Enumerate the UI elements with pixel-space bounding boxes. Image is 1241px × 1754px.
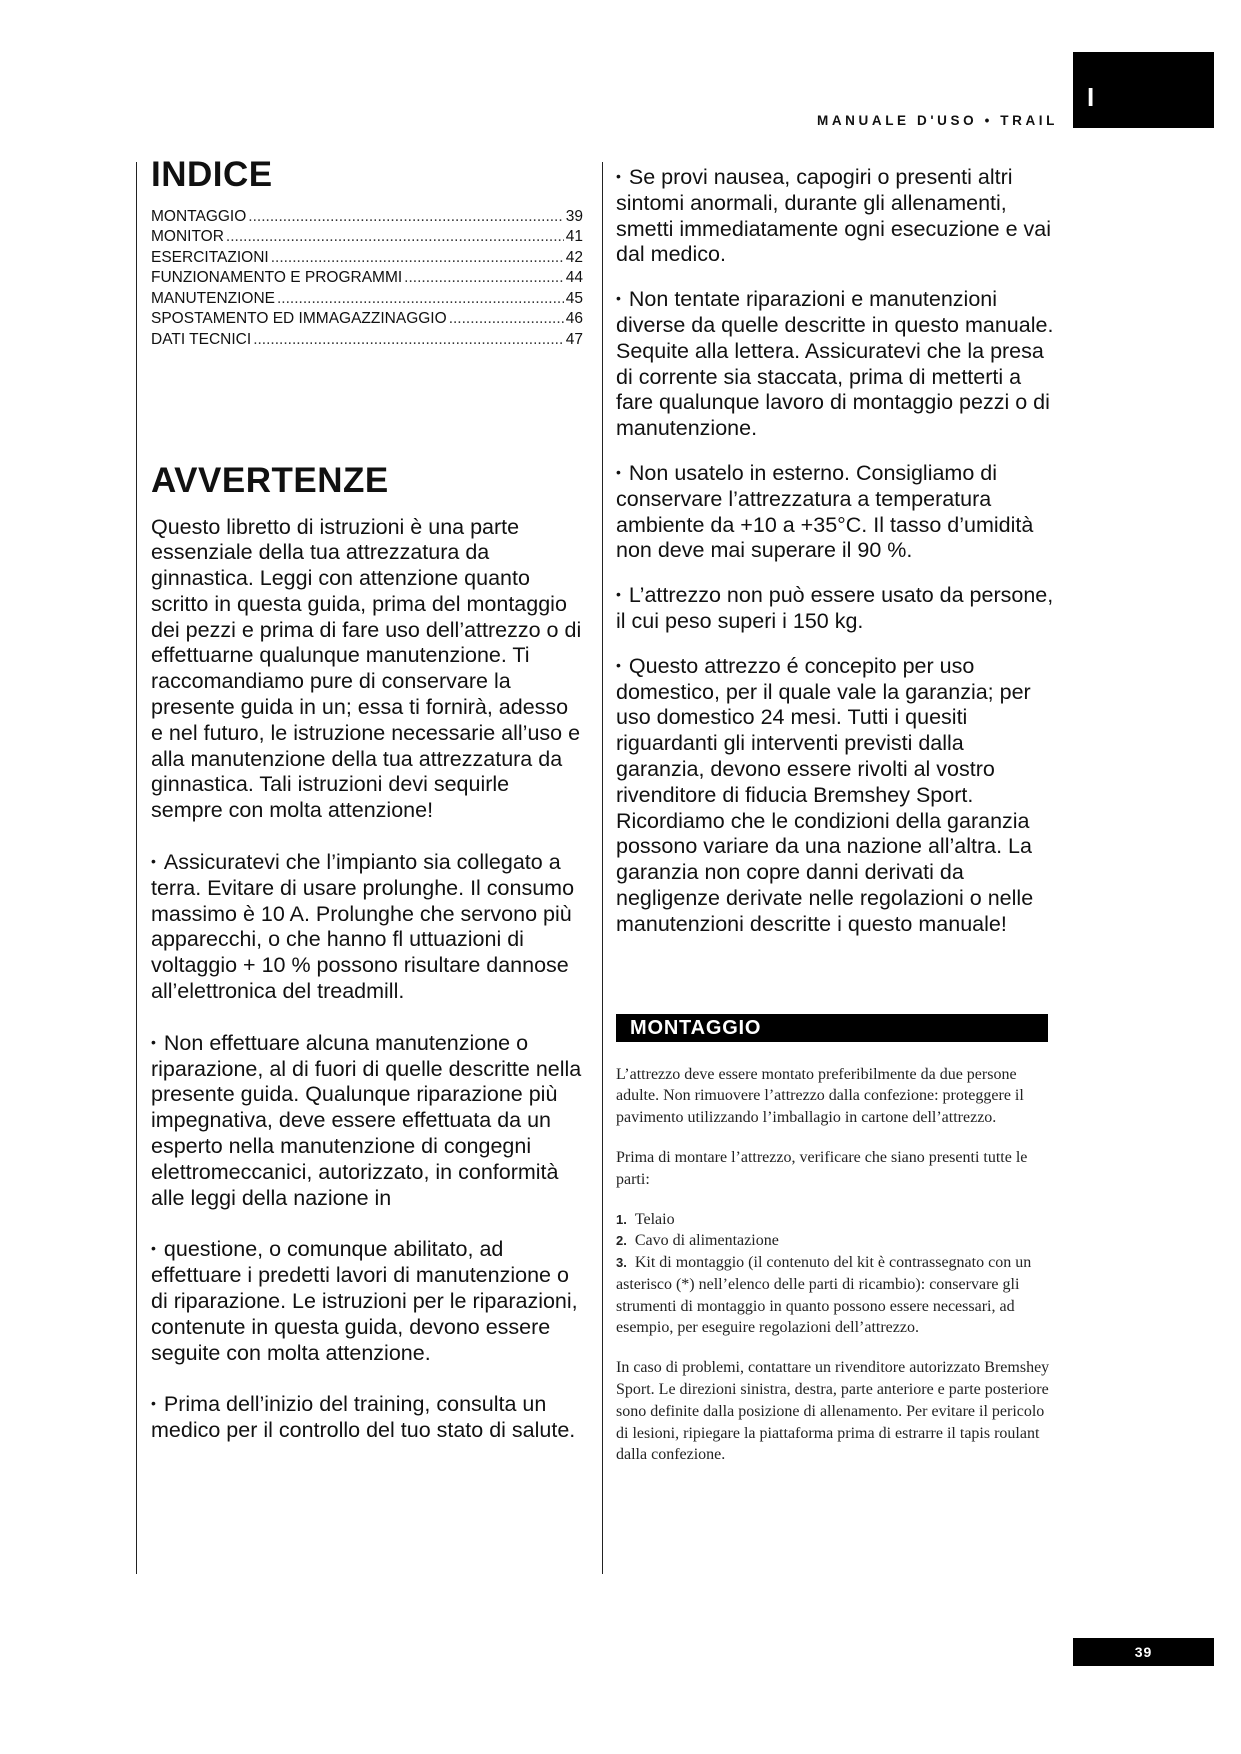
bullet-text: Assicuratevi che l’impianto sia collegato a terra. Evitare di usare prolunghe. Il consumo massimo è 10 A. Prolunghe che servono più apparecchi, o che hanno fl uttuazioni di voltaggio + 10 % possono risultare dannose all’elettronica del treadmill. (151, 850, 575, 1004)
toc-item[interactable] (151, 207, 583, 228)
warning-bullet (616, 164, 1056, 268)
assembly-paragraph: In caso di problemi, contattare un rivenditore autorizzato Bremshey Sport. Le direzioni sinistra, destra, parte anteriore e parte posteriore sono definite dalla posizione di allenamento. Per evitare il pericolo di lesioni, ripiegare la piattaforma prima di estrarre il tapis roulant dalla confezione. (616, 1359, 1050, 1464)
assembly-paragraph: L’attrezzo deve essere montato preferibilmente da due persone adulte. Non rimuovere l’attrezzo dalla confezione: proteggere il pavimento utilizzando l’imballagio in cartone dell’attrezzo. (616, 1065, 1024, 1127)
toc-item[interactable] (151, 268, 583, 289)
warnings-title: AVVERTENZE (151, 461, 389, 500)
warning-bullet (616, 286, 1056, 442)
toc-page: 46 (565, 310, 583, 327)
left-column (151, 156, 583, 1444)
assembly-section-header: MONTAGGIO (616, 1014, 1048, 1042)
list-item (616, 1230, 1056, 1252)
list-item (616, 1209, 1056, 1231)
bullet-icon: • (616, 168, 621, 184)
bullet-text: Questo attrezzo é concepito per uso domestico, per il quale vale la garanzia; per uso domestico 24 mesi. Tutti i quesiti riguardanti gli interventi previsti dalla garanzia, devono essere rivolti al vostro rivenditore di fiducia Bremshey Sport. Ricordiamo che le condizioni della garanzia possono variare da una nazione all’altra. La garanzia non copre danni derivati da negligenze derivate nelle regolazioni o nelle manutenzioni descritte i questo manuale! (616, 653, 1034, 936)
toc-page: 42 (565, 248, 583, 266)
toc-leader (277, 289, 564, 310)
bullet-text: Prima dell’inizio del training, consulta un medico per il controllo del tuo stato di salute. (151, 1392, 576, 1443)
toc-item[interactable] (151, 309, 583, 330)
bullet-text: Se provi nausea, capogiri o presenti altri sintomi anormali, durante gli allenamenti, smetti immediatamente ogni esecuzione e vai dal medico. (616, 165, 1051, 267)
bullet-icon: • (616, 586, 621, 603)
index-title: INDICE (151, 155, 273, 194)
assembly-paragraph: Prima di montare l’attrezzo, verificare che siano presenti tutte le parti: (616, 1148, 1028, 1188)
table-of-contents (151, 207, 583, 351)
toc-page: 44 (565, 269, 583, 286)
list-number: 3. (616, 1255, 627, 1271)
warning-bullet (151, 1391, 583, 1444)
center-column-rule (602, 162, 603, 1574)
list-number: 1. (616, 1211, 627, 1227)
toc-item[interactable] (151, 248, 583, 269)
toc-label: MONTAGGIO (151, 207, 247, 225)
running-head: MANUALE D'USO • TRAIL (816, 113, 1058, 128)
bullet-text: Non effettuare alcuna manutenzione o riparazione, al di fuori di quelle descritte nella presente guida. Qualunque riparazione più impegnativa, deve essere effettuata da un esperto nella manutenzione di congegni elettromeccanici, autorizzato, in conformità alle leggi della nazione in (151, 1030, 582, 1210)
toc-item[interactable] (151, 227, 583, 248)
toc-leader (449, 309, 564, 330)
list-item (616, 1252, 1056, 1339)
toc-item[interactable] (151, 289, 583, 310)
warning-bullet (616, 460, 1056, 564)
toc-leader (404, 268, 564, 289)
bullet-text: questione, o comunque abilitato, ad effettuare i predetti lavori di manutenzione o di riparazione. Le istruzioni per le riparazioni, contenute in questa guida, devono essere seguite con molta attenzione. (151, 1237, 578, 1365)
bullet-icon: • (616, 290, 621, 307)
list-text: Cavo di alimentazione (634, 1232, 779, 1250)
warning-bullet (151, 1236, 583, 1366)
list-text: Kit di montaggio (il contenuto del kit è contrassegnato con un asterisco (*) nell’elenco delle parti di ricambio): conservare gli strumenti di montaggio in quanto possono essere necessari, ad esempio, per eseguire regolazioni dell’attrezzo. (616, 1254, 1032, 1337)
toc-label: FUNZIONAMENTO E PROGRAMMI (151, 269, 403, 286)
left-column-rule (136, 162, 137, 1574)
warning-bullet (616, 653, 1056, 938)
bullet-text: Non tentate riparazioni e manutenzioni diverse da quelle descritte in questo manuale. Sequite alla lettera. Assicuratevi che la presa di corrente sia staccata, prima di metterti a fare qualunque lavoro di montaggio pezzi o di manutenzione. (616, 287, 1054, 441)
language-tab: I (1073, 52, 1214, 128)
bullet-icon: • (151, 853, 156, 870)
toc-leader (253, 330, 564, 351)
toc-label: MANUTENZIONE (151, 289, 275, 307)
toc-item[interactable] (151, 330, 583, 351)
bullet-icon: • (151, 1240, 156, 1257)
bullet-text: Non usatelo in esterno. Consigliamo di conservare l’attrezzatura a temperatura ambiente da +10 a +35°C. Il tasso d’umidità non deve mai superare il 90 %. (616, 460, 1034, 563)
list-text: Telaio (634, 1210, 675, 1228)
bullet-text: L’attrezzo non può essere usato da persone, il cui peso superi i 150 kg. (616, 583, 1054, 633)
warning-bullet (151, 1030, 583, 1212)
toc-page: 39 (565, 207, 583, 225)
bullet-icon: • (151, 1395, 156, 1412)
toc-label: SPOSTAMENTO ED IMMAGAZZINAGGIO (151, 310, 447, 327)
bullet-icon: • (151, 1033, 156, 1050)
bullet-icon: • (616, 656, 621, 673)
bullet-icon: • (616, 463, 621, 480)
page-number: 39 (1073, 1638, 1214, 1666)
toc-page: 45 (565, 289, 583, 307)
toc-leader (248, 207, 563, 228)
toc-leader (226, 227, 564, 248)
warning-bullet (151, 849, 583, 1005)
list-number: 2. (616, 1233, 627, 1249)
warnings-intro: Questo libretto di istruzioni è una parte essenziale della tua attrezzatura da ginnastica. Leggi con attenzione quanto scritto in questa guida, prima del montaggio dei pezzi e prima di fare uso dell’attrezzo o di effettuarne qualunque manutenzione. Ti raccomandiamo pure di conservare la presente guida in un; essa ti fornirà, adesso e nel futuro, le istruzione necessarie all’uso e alla manutenzione della tua attrezzatura da ginnastica. Tali istruzioni devi sequirle sempre con molta attenzione! (151, 514, 582, 823)
toc-leader (271, 248, 564, 269)
toc-label: MONITOR (151, 228, 224, 245)
parts-list (616, 1209, 1056, 1340)
toc-label: ESERCITAZIONI (151, 248, 269, 266)
right-column (616, 164, 1056, 1466)
warning-bullet (616, 582, 1056, 635)
toc-label: DATI TECNICI (151, 330, 252, 348)
toc-page: 41 (565, 228, 583, 245)
toc-page: 47 (565, 330, 583, 348)
